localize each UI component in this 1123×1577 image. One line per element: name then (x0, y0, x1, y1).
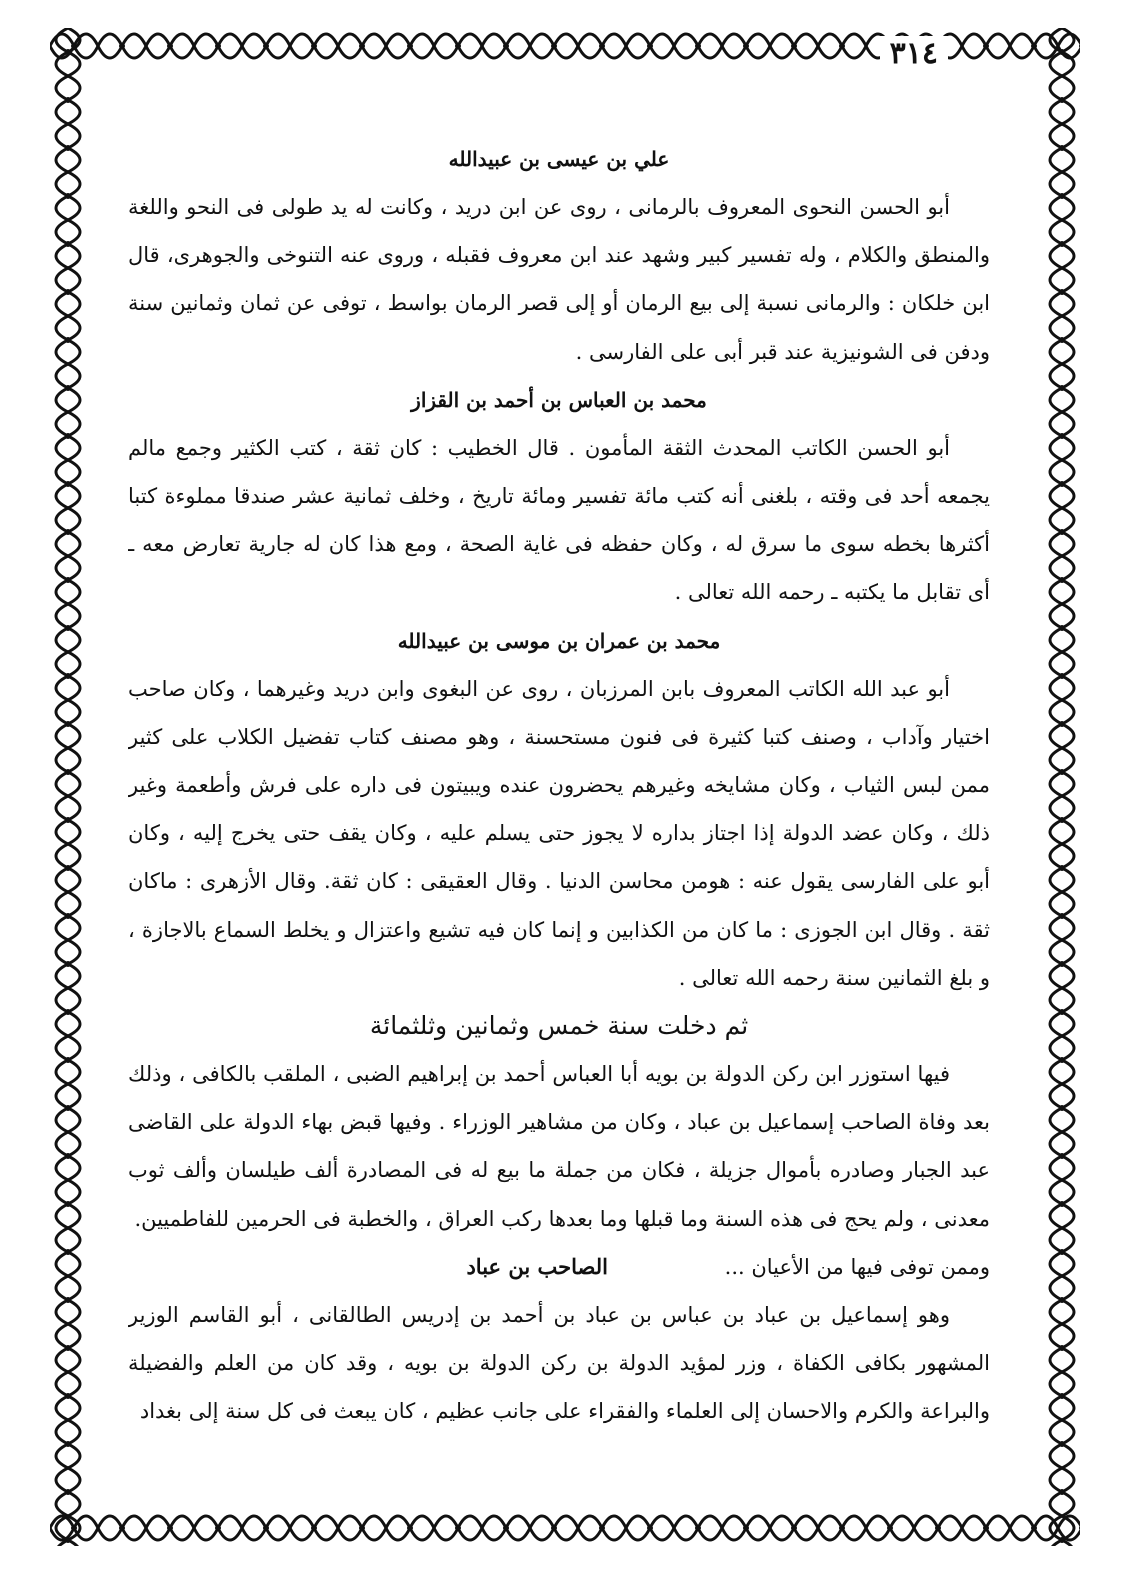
section-heading-muhammad-ibn-abbas: محمد بن العباس بن أحمد بن القزاز (411, 387, 707, 412)
ornament-border-left (50, 28, 86, 1546)
section-paragraph: أبو الحسن الكاتب المحدث الثقة المأمون . قال الخطيب : كان ثقة ، كتب الكثير وجمع مالم يجمعه أحد فى وقته ، بلغنى أنه كتب مائة تفسير ومائة تاريخ ، وخلف ثمانية عشر صندقا مملوءة كتبا أكثرها بخطه سوى ما سرق له ، وكان حفظه فى غاية الصحة ، ومع هذا كان له جارية تعارض معه ـ أى تقابل ما يكتبه ـ رحمه الله تعالى . (128, 435, 990, 605)
ornament-border-bottom (50, 1510, 1080, 1546)
section-paragraph: أبو عبد الله الكاتب المعروف بابن المرزبان ، روى عن البغوى وابن دريد وغيرهما ، وكان صاحب اختيار وآداب ، وصنف كتبا كثيرة فى فنون مستحسنة ، وهو مصنف كتاب تفضيل الكلاب على كثير ممن لبس الثياب ، وكان مشايخه وغيرهم يحضرون عنده ويبيتون فى داره على فرش وأطعمة وغير ذلك ، وكان عضد الدولة إذا اجتاز بداره لا يجوز حتى يسلم عليه ، وكان يقف حتى يخرج إليه ، وكان أبو على الفارسى يقول عنه : هومن محاسن الدنيا . وقال العقيقى : كان ثقة. وقال الأزهرى : ماكان ثقة . وقال ابن الجوزى : ما كان من الكذابين و إنما كان فيه تشيع واعتزال و يخلط السماع بالاجازة ، و بلغ الثمانين سنة رحمه الله تعالى . (128, 676, 990, 990)
deaths-line (128, 1243, 990, 1291)
section-heading-muhammad-ibn-imran: محمد بن عمران بن موسى بن عبيدالله (397, 628, 721, 653)
page-body (128, 135, 990, 1475)
final-paragraph: وهو إسماعيل بن عباد بن عباس بن عباد بن أحمد بن إدريس الطالقانى ، أبو القاسم الوزير المشهور بكافى الكفاة ، وزر لمؤيد الدولة بن ركن الدولة بن بويه ، وقد كان من العلم والفضيلة والبراعة والكرم والاحسان إلى العلماء والفقراء على جانب عظيم ، كان يبعث فى كل سنة إلى بغداد (128, 1303, 990, 1424)
section-paragraph: فيها استوزر ابن ركن الدولة بن بويه أبا العباس أحمد بن إبراهيم الضبى ، الملقب بالكافى ، وذلك بعد وفاة الصاحب إسماعيل بن عباد ، وكان من مشاهير الوزراء . وفيها قبض بهاء الدولة على القاضى عبد الجبار وصادره بأموال جزيلة ، فكان من جملة ما بيع له فى المصادرة ألف طيلسان وألف ثوب معدنى ، ولم يحج فى هذه السنة وما قبلها وما بعدها ركب العراق ، والخطبة فى الحرمين للفاطميين. (128, 1062, 990, 1231)
ornament-border-right (1044, 28, 1080, 1546)
deaths-heading-sahib-ibn-abbad: الصاحب بن عباد (466, 1253, 608, 1279)
page-number: ٣١٤ (880, 36, 948, 72)
year-heading: ثم دخلت سنة خمس وثمانين وثلثمائة (369, 1011, 749, 1041)
section-paragraph: أبو الحسن النحوى المعروف بالرمانى ، روى عن ابن دريد ، وكانت له يد طولى فى النحو واللغة والمنطق والكلام ، وله تفسير كبير وشهد عند ابن معروف فقبله ، وروى عنه التنوخى والجوهرى، قال ابن خلكان : والرمانى نسبة إلى بيع الرمان أو إلى قصر الرمان بواسط ، توفى عن ثمان وثمانين سنة ودفن فى الشونيزية عند قبر أبى على الفارسى . (128, 195, 990, 364)
deaths-intro: وممن توفى فيها من الأعيان ... (724, 1254, 990, 1279)
section-heading-ali-ibn-isa: علي بن عيسى بن عبيدالله (448, 147, 670, 171)
